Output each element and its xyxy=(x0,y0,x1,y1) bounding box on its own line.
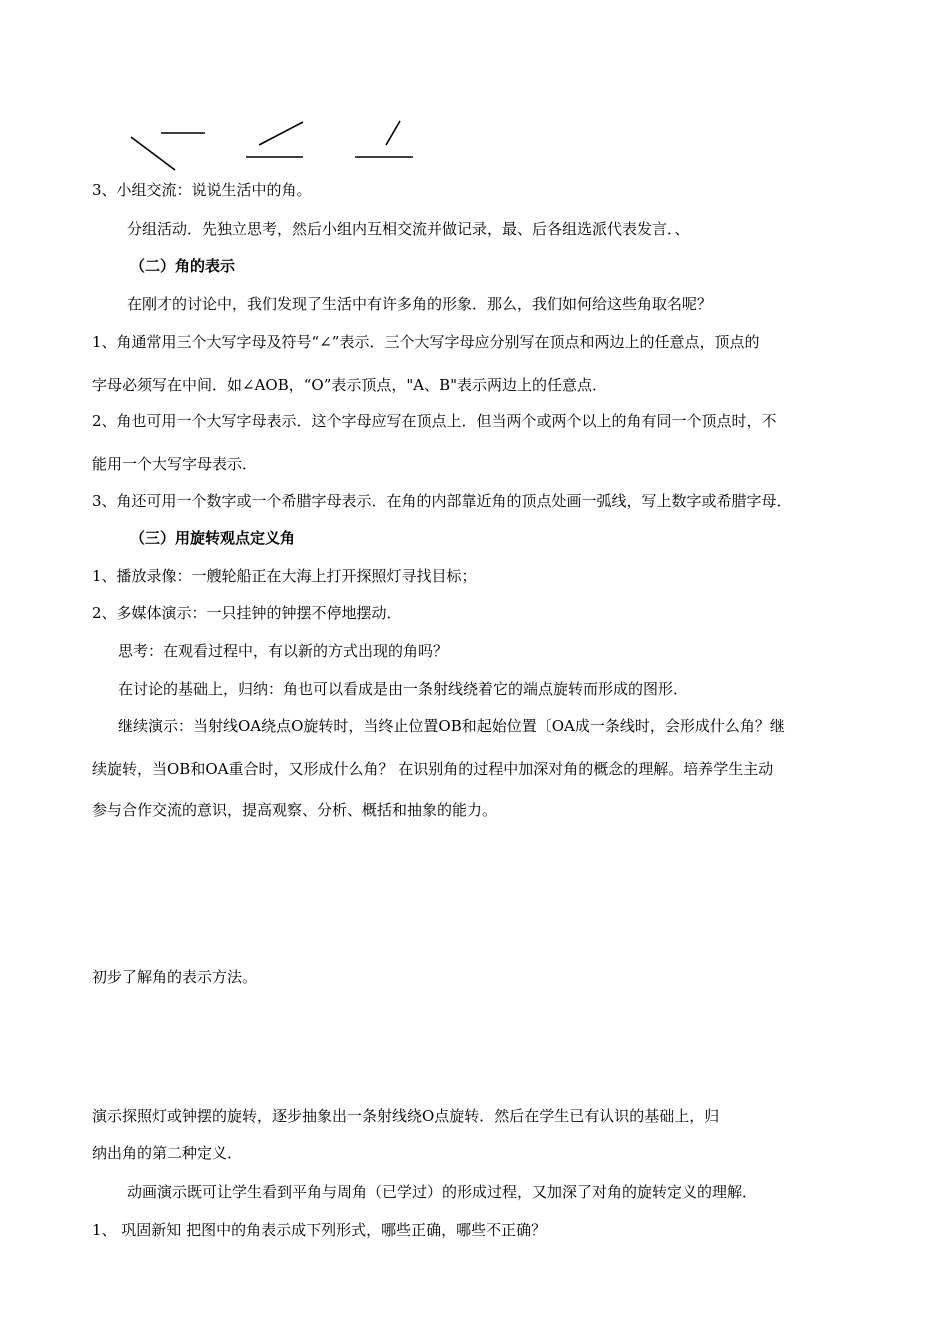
section3-title: 3、小组交流：说说生活中的角。 xyxy=(92,181,312,199)
rotation-heading: （三）用旋转观点定义角 xyxy=(130,529,296,547)
rotation-continue-line1: 继续演示：当射线OA绕点O旋转时，当终止位置OB和起始位置〔OA成一条线时，会形成什么角？继 xyxy=(118,717,785,735)
note-representation: 初步了解角的表示方法。 xyxy=(92,968,258,986)
figure2-ray-slanted xyxy=(259,122,303,145)
exercise-prompt: 1、 巩固新知 把图中的角表示成下列形式，哪些正确，哪些不正确？ xyxy=(92,1221,547,1239)
section3-body: 分组活动．先独立思考，然后小组内互相交流并做记录，最、后各组选派代表发言．、 xyxy=(127,220,690,238)
figure1-ray-diagonal xyxy=(131,137,175,170)
representation-point2-line1: 2、角也可用一个大写字母表示．这个字母应写在顶点上．但当两个或两个以上的角有同一个顶点时，不 xyxy=(92,412,777,430)
representation-point3: 3、角还可用一个数字或一个希腊字母表示．在角的内部靠近角的顶点处画一弧线，写上数字或希腊字母． xyxy=(92,492,792,510)
figure3-ray-steep xyxy=(386,121,400,145)
note-demo-line1: 演示探照灯或钟摆的旋转，逐步抽象出一条射线绕O点旋转．然后在学生已有认识的基础上，归 xyxy=(92,1107,720,1125)
rotation-think: 思考：在观看过程中，有以新的方式出现的角吗？ xyxy=(118,642,449,660)
representation-heading: （二）角的表示 xyxy=(130,257,236,275)
rotation-continue-line3: 参与合作交流的意识，提高观察、分析、概括和抽象的能力。 xyxy=(92,801,498,819)
rotation-conclude: 在讨论的基础上，归纳：角也可以看成是由一条射线绕着它的端点旋转而形成的图形． xyxy=(118,680,689,698)
note-animation: 动画演示既可让学生看到平角与周角（已学过）的形成过程，又加深了对角的旋转定义的理解． xyxy=(127,1183,758,1201)
representation-intro: 在刚才的讨论中，我们发现了生活中有许多角的形象．那么，我们如何给这些角取名呢？ xyxy=(127,295,713,313)
representation-point2-line2: 能用一个大写字母表示． xyxy=(92,455,258,473)
angle-figures xyxy=(0,0,950,180)
rotation-item1: 1、播放录像：一艘轮船正在大海上打开探照灯寻找目标； xyxy=(92,567,477,585)
rotation-item2: 2、多媒体演示：一只挂钟的钟摆不停地摆动． xyxy=(92,604,402,622)
representation-point1-line1: 1、角通常用三个大写字母及符号“∠”表示．三个大写字母应分别写在顶点和两边上的任意点，顶点的 xyxy=(92,333,760,351)
representation-point1-line2: 字母必须写在中间．如∠AOB，“O”表示顶点，"A、B"表示两边上的任意点． xyxy=(92,376,608,394)
note-demo-line2: 纳出角的第二种定义． xyxy=(92,1144,243,1162)
rotation-continue-line2: 续旋转，当OB和OA重合时，又形成什么角？ 在识别角的过程中加深对角的概念的理解。培养学生主动 xyxy=(92,760,774,778)
